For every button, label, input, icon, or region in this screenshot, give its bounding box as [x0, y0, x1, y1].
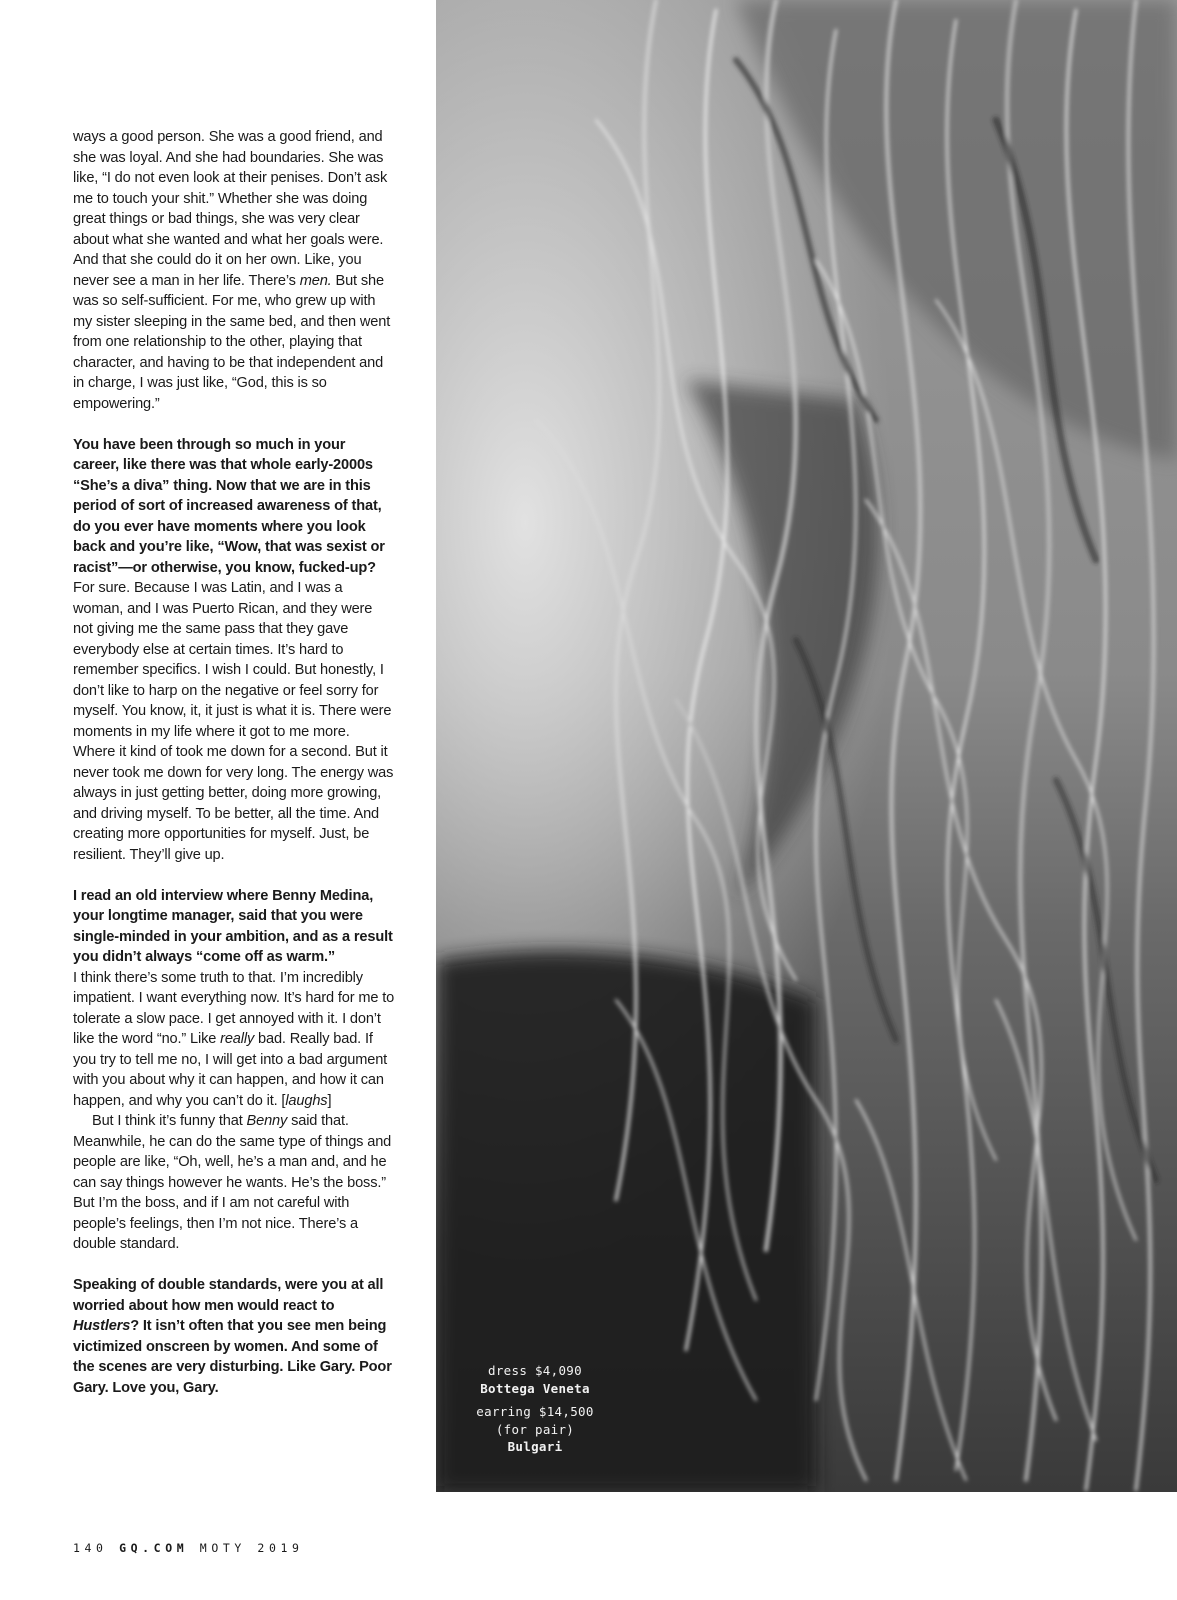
emphasis: men.	[299, 272, 332, 289]
credit-brand: Bottega Veneta	[480, 1380, 590, 1396]
page-number: 140	[73, 1541, 108, 1555]
folio-site: GQ.COM	[119, 1541, 189, 1555]
paragraph-gap	[73, 865, 395, 886]
page-folio	[73, 1541, 304, 1555]
answer-paragraph: ways a good person. She was a good friend, and she was loyal. And she had boundaries. She was like, “I do not even look at their penises. Don’t ask me to touch your shit.” Whether she was doing great things or bad things, she was very clear about what she wanted and what her goals were. And that she could do it on her own. Like, you never see a man in her life. There’s men. But she was so self-sufficient. For me, who grew up with my sister sleeping in the same bed, and then went from one relationship to the other, playing that character, and having to be that independent and in charge, I was just like, “God, this is so empowering.”	[73, 129, 391, 412]
emphasis: Hustlers	[73, 1318, 131, 1334]
credit-brand: Bulgari	[507, 1439, 563, 1454]
credit-note: (for pair)	[495, 1421, 575, 1437]
answer-paragraph: But I think it’s funny that Benny said that. Meanwhile, he can do the same type of things and people are like, “Oh, well, he’s a man and, and he can say things however he wants. He’s the boss.” But I’m the boss, and if I am not careful with people’s feelings, then I’m not nice. There’s a double standard.	[73, 1113, 392, 1252]
paragraph-gap	[73, 1255, 395, 1276]
question-paragraph: I read an old interview where Benny Medina, your longtime manager, said that you were single-minded in your ambition, and as a result you didn’t always “come off as warm.”	[73, 887, 393, 965]
question-paragraph: You have been through so much in your career, like there was that whole early-2000s “She’s a diva” thing. Now that we are in this period of sort of increased awareness of that, do you ever have moments where you look back and you’re like, “Wow, that was sexist or racist”—or otherwise, you know, fucked-up?	[73, 436, 385, 576]
answer-paragraph: I think there’s some truth to that. I’m incredibly impatient. I want everything now. It’s hard for me to tolerate a slow pace. I get annoyed with it. I don’t like the word “no.” Like really bad. Really bad. If you try to tell me no, I will get into a bad argument with you about why it can happen, and how it can happen, and why you can’t do it. [laughs]	[73, 969, 395, 1109]
credit-item: dress $4,090	[488, 1363, 582, 1378]
folio-issue: MOTY 2019	[199, 1541, 304, 1555]
paragraph-gap	[73, 414, 395, 435]
answer-paragraph: For sure. Because I was Latin, and I was a woman, and I was Puerto Rican, and they were not giving me the same pass that they gave everybody else at certain times. It’s hard to remember specifics. I wish I could. But honestly, I don’t like to harp on the negative or feel sorry for myself. You know, it, it just is what it is. There were moments in my life where it got to me more. Where it kind of took me down for a second. But it never took me down for very long. The energy was always in just getting better, doing more growing, and driving myself. To be better, all the time. And creating more opportunities for myself. Just, be resilient. They’ll give up.	[73, 580, 394, 863]
emphasis: Benny	[246, 1113, 288, 1129]
hair-photograph	[436, 0, 1177, 1492]
question-paragraph: Speaking of double standards, were you at all worried about how men would react to Hustlers? It isn’t often that you see men being victimized onscreen by women. And some of the scenes are very disturbing. Like Gary. Poor Gary. Love you, Gary.	[73, 1277, 392, 1396]
hair-photo-illustration	[436, 0, 1177, 1492]
emphasis: really	[220, 1031, 255, 1047]
emphasis: laughs	[285, 1092, 328, 1109]
credit-item: earring $14,500	[476, 1404, 594, 1419]
photo-credit	[460, 1362, 610, 1456]
article-text-column	[73, 127, 395, 1398]
